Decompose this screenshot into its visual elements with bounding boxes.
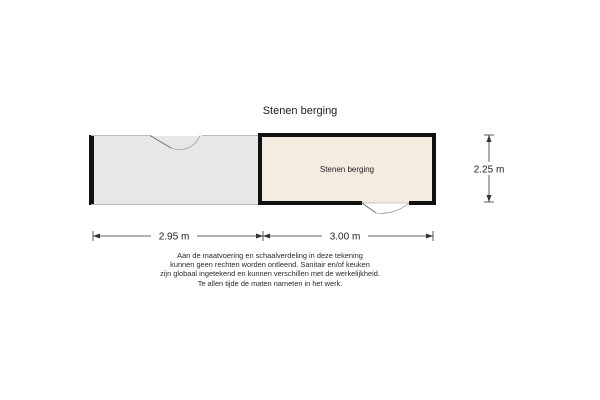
plan-title: Stenen berging [262, 105, 338, 117]
disclaimer-line: Aan de maatvoering en schaalverdeling in deze tekening [177, 251, 363, 260]
horizontal-dimension [93, 229, 433, 243]
vertical-dimension [466, 135, 512, 202]
adjacent-area-left-wall [89, 135, 94, 205]
dimension-right-width: 3.00 m [329, 231, 361, 243]
disclaimer-line: kunnen geen rechten worden ontleend. Sanitair en/of keuken [170, 260, 370, 270]
adjacent-area-floor [91, 136, 260, 204]
room-wall-left [258, 133, 262, 205]
room-label: Stenen berging [319, 165, 375, 174]
disclaimer-line: zijn globaal ingetekend en kunnen verschillen met de werkelijkheid. [160, 269, 380, 279]
dimension-left-width: 2.95 m [158, 231, 190, 243]
room-wall-top [258, 133, 436, 137]
door-swing-bottom [362, 203, 409, 213]
disclaimer [90, 251, 450, 288]
room-wall-bottom-right [409, 201, 436, 205]
room-stenen-berging [258, 133, 436, 213]
disclaimer-line: Te allen tijde de maten nameten in het werk. [197, 278, 343, 288]
room-wall-bottom-left [258, 201, 362, 205]
adjacent-area [89, 135, 260, 205]
room-wall-right [432, 133, 436, 205]
dimension-depth: 2.25 m [473, 164, 505, 176]
